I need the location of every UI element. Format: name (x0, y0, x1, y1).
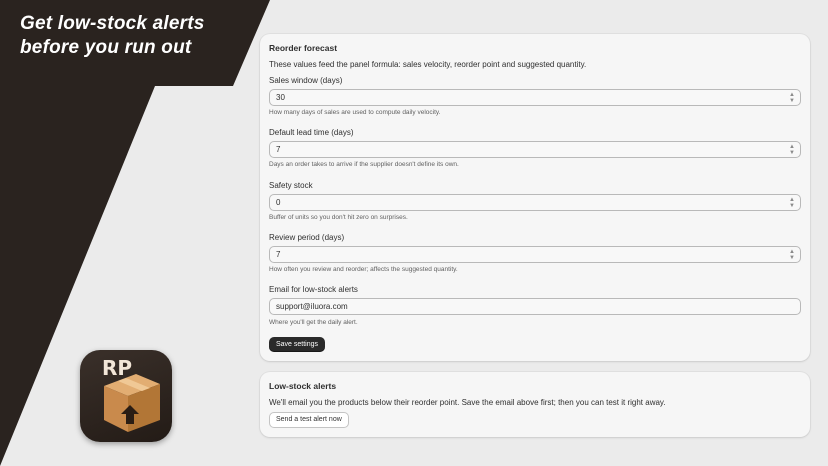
app-icon (80, 350, 172, 442)
send-test-alert-button[interactable]: Send a test alert now (269, 412, 349, 428)
alert-email-help: Where you'll get the daily alert. (269, 319, 358, 326)
safety-stock-help: Buffer of units so you don't hit zero on surprises. (269, 214, 408, 221)
promo-tagline (20, 12, 270, 60)
reorder-forecast-card (260, 34, 810, 361)
review-period-value: 7 (276, 250, 281, 259)
forecast-description: These values feed the panel formula: sales velocity, reorder point and suggested quantity. (269, 60, 587, 69)
alerts-description: We'll email you the products below their reorder point. Save the email above first; then you can test it right away. (269, 398, 666, 407)
review-period-input[interactable] (269, 246, 801, 263)
stepper-down-icon[interactable]: ▼ (789, 98, 795, 104)
save-settings-button[interactable]: Save settings (269, 337, 325, 352)
low-stock-alerts-card (260, 372, 810, 437)
sales-window-help: How many days of sales are used to compute daily velocity. (269, 109, 441, 116)
sales-window-stepper[interactable] (788, 92, 796, 104)
review-period-help: How often you review and reorder; affects the suggested quantity. (269, 266, 458, 273)
review-period-stepper[interactable] (788, 249, 796, 261)
lead-time-label: Default lead time (days) (269, 128, 354, 137)
tagline-line-1: Get low-stock alerts (20, 13, 205, 34)
sales-window-value: 30 (276, 93, 285, 102)
sales-window-label: Sales window (days) (269, 76, 343, 85)
alert-email-value: support@iluora.com (276, 302, 348, 311)
review-period-label: Review period (days) (269, 233, 345, 242)
alerts-title: Low-stock alerts (269, 381, 337, 391)
lead-time-input[interactable] (269, 141, 801, 158)
stepper-down-icon[interactable]: ▼ (789, 203, 795, 209)
safety-stock-label: Safety stock (269, 181, 313, 190)
lead-time-stepper[interactable] (788, 144, 796, 156)
lead-time-value: 7 (276, 145, 281, 154)
alert-email-label: Email for low-stock alerts (269, 285, 358, 294)
lead-time-help: Days an order takes to arrive if the supplier doesn't define its own. (269, 161, 459, 168)
safety-stock-value: 0 (276, 198, 281, 207)
forecast-title: Reorder forecast (269, 43, 338, 53)
stepper-up-icon[interactable]: ▲ (789, 197, 795, 203)
stepper-up-icon[interactable]: ▲ (789, 249, 795, 255)
tagline-line-2: before you run out (20, 37, 192, 58)
app-icon-text: RP (102, 356, 133, 380)
stepper-up-icon[interactable]: ▲ (789, 92, 795, 98)
safety-stock-input[interactable] (269, 194, 801, 211)
sales-window-input[interactable] (269, 89, 801, 106)
stepper-down-icon[interactable]: ▼ (789, 150, 795, 156)
safety-stock-stepper[interactable] (788, 197, 796, 209)
stepper-down-icon[interactable]: ▼ (789, 255, 795, 261)
alert-email-input[interactable] (269, 298, 801, 315)
stepper-up-icon[interactable]: ▲ (789, 144, 795, 150)
